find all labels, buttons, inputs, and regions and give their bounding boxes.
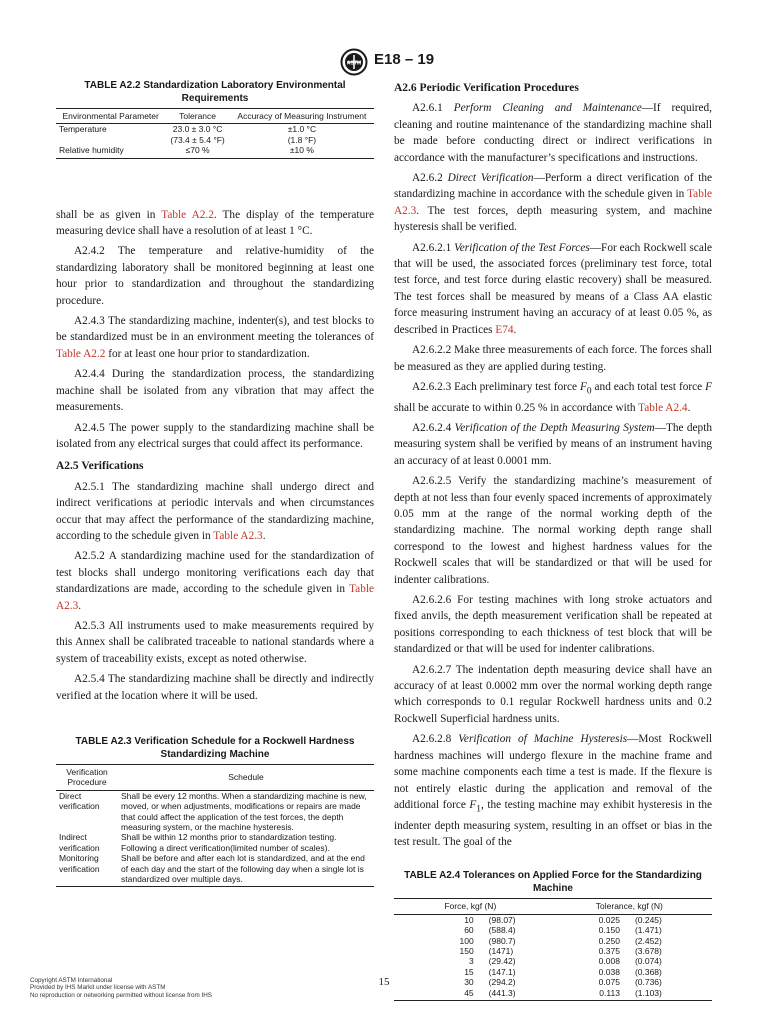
- table-cell: Direct verification: [59, 790, 100, 812]
- table-header-cell: Tolerance: [165, 109, 229, 124]
- text: —For each Rockwell scale that will be used, the associated forces (preliminary test force, total test force, and test force during elastic recovery) shall be measured. The test forces shall be measured by means of a Class AA elastic force measuring instrument having an accuracy of at least 0.05 %, as described in Practices: [394, 241, 712, 336]
- svg-text:ASTM: ASTM: [346, 60, 362, 67]
- table-cell: 0.113: [547, 988, 623, 1001]
- symbol: F: [705, 380, 713, 393]
- paragraph-a2-6-2-5: A2.6.2.5 Verify the standardizing machine’s measurement of depth at not less than four evenly spaced increments of approximately 0.05 mm at the range of the normal working depth of the standardizing machine. The normal working depth range shall correspond to the lowest and highest hardness values for the Rockwell scales that will be standardized or that will be used for indenter calibrations.: [394, 475, 712, 586]
- table-cell: (0.736): [634, 977, 662, 988]
- paragraph-a2-6-2-4: [394, 420, 712, 469]
- table-cell: 23.0 ± 3.0 °C: [172, 124, 223, 135]
- table-row: [56, 790, 374, 832]
- text: shall be accurate to within 0.25 % in accordance with: [394, 401, 639, 414]
- footer-line: Provided by IHS Markit under license with ASTM: [30, 984, 166, 992]
- text: . The display of the temperature measuring device shall have a resolution of at least 1 °C.: [56, 208, 374, 238]
- table-cell: [56, 135, 165, 145]
- paragraph-a2-6-1: [394, 100, 712, 166]
- table-cell: 60: [464, 925, 474, 936]
- paragraph-a2-4-4: A2.4.4 During the standardization process, the standardizing machine shall be isolated from any vibration that may affect the measurements.: [56, 368, 374, 414]
- table-cell: (98.07): [488, 914, 516, 925]
- table-cell: (0.245): [634, 914, 662, 925]
- table-cell: (29.42): [488, 956, 516, 967]
- paragraph-a2-6-2-6: A2.6.2.6 For testing machines with long stroke actuators and fixed anvils, the depth measurement verification shall be repeated at positions corresponding to each thickness of test block that will be standardized or that will be used for indenter calibrations.: [394, 594, 712, 656]
- text: A2.6.2: [412, 172, 448, 185]
- table-cell: Shall be within 12 months prior to standardization testing. Following a direct verification(limited number of scales).: [121, 832, 337, 853]
- paragraph-a2-6-2-1: [394, 240, 712, 338]
- text: shall be as given in: [56, 208, 162, 221]
- table-a23-link[interactable]: Table A2.3: [213, 529, 263, 542]
- symbol: F: [469, 798, 477, 811]
- paragraph-a2-6-2-7: A2.6.2.7 The indentation depth measuring device shall have an accuracy of at least 0.0002 mm over the normal working depth range which corresponds to 0.1 regular Rockwell hardness units and 0.2 Rockwell Superficial hardness units.: [394, 663, 712, 725]
- text: A2.6.2.1: [412, 241, 455, 254]
- text: —Perform a direct verification of the standardizing machine in accordance with the schedule given in: [394, 172, 712, 201]
- subsection-title: Perform Cleaning and Maintenance: [453, 102, 642, 115]
- table-cell: 0.075: [598, 977, 620, 988]
- table-cell: 0.008: [598, 956, 620, 967]
- text: —If required, cleaning and routine maintenance of the standardizing machine shall be made before conducting direct or indirect verifications in accordance with the manufacturer’s specifications and instructions.: [394, 102, 713, 164]
- table-cell: (2.452): [634, 935, 662, 946]
- e74-link[interactable]: E74: [495, 323, 514, 336]
- paragraph-a2-5-4: A2.5.4 The standardizing machine shall be directly and indirectly verified at the location where it will be used.: [56, 673, 374, 702]
- text: for at least one hour prior to standardization.: [105, 347, 310, 360]
- table-cell: Shall be before and after each lot is standardized, and at the end of each day and the start of the following day when a single lot is standardized over multiple days.: [118, 853, 374, 887]
- subsection-title: Verification of the Depth Measuring System: [454, 421, 655, 434]
- table-a23-link[interactable]: Table A2.3: [394, 188, 712, 217]
- table-row: [56, 832, 374, 853]
- table-header-cell: Schedule: [118, 765, 374, 791]
- table-a22-title: TABLE A2.2 Standardization Laboratory Environmental Requirements: [84, 80, 346, 104]
- section-heading-a2-6: A2.6 Periodic Verification Procedures: [394, 82, 579, 94]
- footer-line: No reproduction or networking permitted without license from IHS: [30, 991, 212, 999]
- text: , the testing machine may exhibit hysteresis in the indenter depth measuring system, resulting in an offset or bias in the test result. The goal of the: [394, 798, 712, 848]
- right-column: [394, 80, 712, 1001]
- table-cell: (73.4 ± 5.4 °F): [170, 134, 225, 145]
- table-cell: (3.678): [634, 946, 662, 956]
- page-number: 15: [378, 976, 390, 988]
- table-cell: (441.3): [477, 988, 547, 1001]
- table-row: [394, 936, 712, 946]
- table-a22-link[interactable]: Table A2.2: [161, 208, 214, 221]
- footer-line: Copyright ASTM International: [30, 977, 113, 984]
- table-row: [394, 946, 712, 956]
- subsection-title: Verification of the Test Forces: [454, 241, 590, 254]
- table-cell: 3: [468, 956, 474, 967]
- table-cell: (1.8 °F): [287, 134, 317, 145]
- table-cell: 0.150: [598, 925, 620, 936]
- text: . The test forces, depth measuring system, and machine hysteresis shall be verified.: [394, 204, 712, 234]
- table-cell: (0.074): [634, 956, 662, 967]
- table-a24-title: TABLE A2.4 Tolerances on Applied Force for the Standardizing Machine: [404, 870, 702, 894]
- astm-logo-icon: [340, 48, 368, 76]
- text: A2.6.2.8: [412, 733, 459, 746]
- table-cell: 0.025: [598, 914, 620, 925]
- paragraph-a2-4-5: A2.4.5 The power supply to the standardizing machine shall be isolated from any electrical surges that could affect its performance.: [56, 421, 374, 450]
- table-cell: 0.250: [598, 935, 620, 946]
- text: A2.6.1: [412, 102, 454, 115]
- table-row: [394, 914, 712, 925]
- table-cell: 30: [464, 977, 474, 988]
- table-cell: (0.368): [634, 966, 662, 977]
- table-header-cell: Environmental Parameter: [56, 109, 165, 124]
- table-header-cell: Accuracy of Measuring Instrument: [230, 109, 374, 124]
- left-column: [56, 80, 374, 887]
- table-row: [56, 124, 374, 135]
- text: —The depth measuring system shall be verified by means of an instrument having an accuracy of at least 0.0001 mm.: [394, 421, 712, 467]
- text: and each total test force: [591, 380, 706, 393]
- document-id: E18 – 19: [374, 51, 435, 68]
- table-cell: ±10 %: [230, 145, 374, 158]
- table-cell: 10: [464, 914, 474, 925]
- table-header-cell: Force, kgf (N): [394, 899, 547, 914]
- paragraph-a2-6-2-8: [394, 731, 712, 850]
- table-a23-title: TABLE A2.3 Verification Schedule for a Rockwell Hardness Standardizing Machine: [75, 736, 355, 760]
- table-header-cell: Verification Procedure: [56, 765, 118, 791]
- table-row: [394, 988, 712, 1001]
- table-cell: (588.4): [488, 925, 516, 936]
- table-row: [56, 145, 374, 158]
- table-row: [56, 135, 374, 145]
- table-cell: Monitoring verification: [56, 853, 118, 887]
- table-cell: Indirect verification: [59, 832, 100, 853]
- table-a23: [56, 764, 374, 887]
- paragraph-a2-6-2-3: [394, 379, 712, 416]
- table-cell: Shall be every 12 months. When a standardizing machine is new, moved, or when adjustments, modifications or repairs are made that could affect the application of the test forces, the depth measuring system, or the machine hysteresis.: [121, 790, 367, 833]
- table-cell: ≤70 %: [165, 145, 229, 158]
- paragraph: [56, 207, 374, 240]
- subsection-title: Verification of Machine Hysteresis: [458, 733, 628, 746]
- text: .: [513, 323, 517, 336]
- table-a22-link[interactable]: Table A2.2: [56, 347, 106, 360]
- subscript: 1: [476, 804, 481, 815]
- text: A2.6.2.3 Each preliminary test force: [412, 380, 580, 393]
- text: A2.5.1 The standardizing machine shall undergo direct and indirect verifications at periodic intervals and when circumstances occur that may affect the performance of the standardizing machine, according to the schedule given in: [56, 480, 374, 542]
- paragraph-a2-6-2: [394, 170, 712, 236]
- table-a24-link[interactable]: Table A2.4: [638, 401, 688, 414]
- text: .: [78, 599, 82, 612]
- table-header-cell: Tolerance, kgf (N): [547, 899, 712, 914]
- table-cell: (147.1): [488, 966, 516, 977]
- subscript: 0: [586, 386, 592, 397]
- table-cell: (1471): [488, 946, 514, 956]
- table-cell: 15: [464, 966, 474, 977]
- table-cell: (294.2): [488, 977, 516, 988]
- paragraph-a2-6-2-2: A2.6.2.2 Make three measurements of each force. The forces shall be measured as they are applied during testing.: [394, 344, 712, 373]
- paragraph-a2-5-3: A2.5.3 All instruments used to make measurements required by this Annex shall be calibrated traceable to national standards where a system of traceability exists, except as noted otherwise.: [56, 619, 374, 665]
- text: A2.5.2 A standardizing machine used for the standardization of test blocks shall undergo monitoring verifications each day that standardizations are made, according to the schedule given in: [56, 550, 374, 596]
- subsection-title: Direct Verification: [447, 172, 534, 185]
- table-a23-link[interactable]: Table A2.3: [56, 583, 374, 612]
- table-a22: [56, 108, 374, 159]
- symbol: F: [580, 380, 587, 393]
- text: A2.4.3 The standardizing machine, indenter(s), and test blocks to be standardized must be in an environment meeting the tolerances of: [56, 315, 374, 344]
- table-row: [56, 853, 374, 887]
- page-header: [0, 48, 768, 76]
- table-cell: ±1.0 °C: [287, 124, 317, 135]
- table-cell: 0.038: [598, 966, 620, 977]
- paragraph-a2-4-2: A2.4.2 The temperature and relative-humidity of the standardizing laboratory shall be monitored beginning at least one hour prior to standardization and throughout the standardizing procedure.: [56, 245, 374, 307]
- text: .: [262, 529, 266, 542]
- table-cell: (980.7): [488, 935, 516, 946]
- table-cell: Temperature: [59, 124, 107, 135]
- table-row: [394, 956, 712, 966]
- paragraph-a2-4-3: [56, 313, 374, 362]
- table-cell: 0.375: [598, 946, 620, 956]
- table-cell: 150: [459, 946, 474, 956]
- section-heading-a2-5: A2.5 Verifications: [56, 460, 144, 473]
- text: .: [687, 401, 691, 414]
- text: A2.6.2.4: [412, 421, 455, 434]
- paragraph-a2-5-2: [56, 548, 374, 614]
- text: —Most Rockwell hardness machines will undergo flexure in the machine frame and some machine components each time a test is made. If the flexure is not entirely elastic during the application and removal of the additional force: [394, 733, 712, 811]
- table-cell: 45: [394, 988, 477, 1001]
- paragraph-a2-5-1: [56, 479, 374, 545]
- table-cell: (1.471): [634, 925, 662, 936]
- table-cell: 100: [459, 935, 474, 946]
- table-cell: (1.103): [623, 988, 712, 1001]
- table-row: [394, 925, 712, 935]
- table-cell: Relative humidity: [56, 145, 165, 158]
